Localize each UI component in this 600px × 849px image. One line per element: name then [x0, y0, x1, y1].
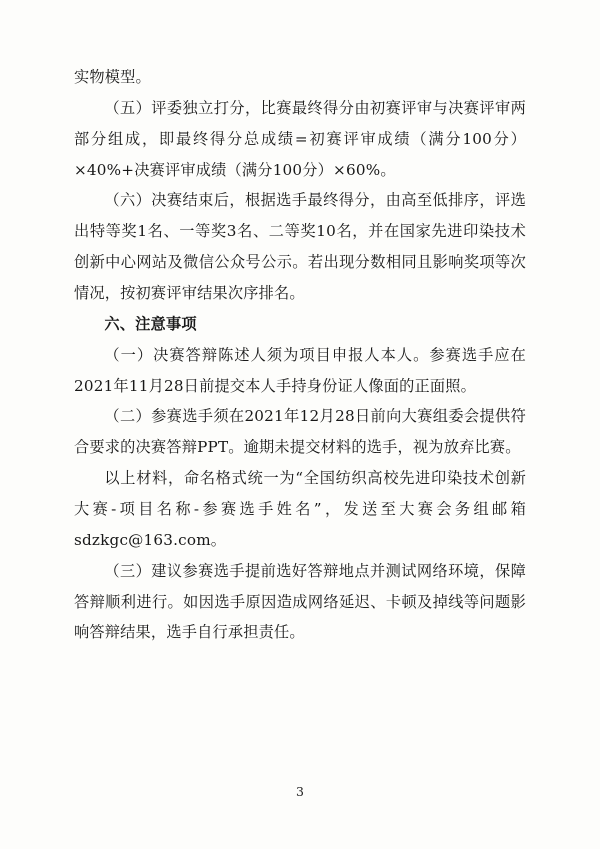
document-body: [74, 62, 526, 648]
paragraph-item-5: （五）评委独立打分，比赛最终得分由初赛评审与决赛评审两部分组成，即最终得分总成绩=初赛评审成绩（满分100分）×40%+决赛评审成绩（满分100分）×60%。: [74, 98, 526, 179]
paragraph-note-2: （二）参赛选手须在2021年12月28日前向大赛组委会提供符合要求的决赛答辩PPT。逾期未提交材料的选手，视为放弃比赛。: [74, 407, 526, 457]
paragraph-note-2-continued: 以上材料，命名格式统一为“全国纺织高校先进印染技术创新大赛-项目名称-参赛选手姓名”，发送至大赛会务组邮箱sdzkgc@163.com。: [74, 469, 526, 549]
page-number: 3: [296, 784, 304, 799]
paragraph-continuation: 实物模型。: [74, 68, 151, 86]
paragraph-note-3: （三）建议参赛选手提前选好答辩地点并测试网络环境，保障答辩顺利进行。如因选手原因造成网络延迟、卡顿及掉线等问题影响答辩结果，选手自行承担责任。: [74, 561, 526, 642]
section-heading-notes: 六、注意事项: [104, 314, 197, 333]
paragraph-item-6: （六）决赛结束后，根据选手最终得分，由高至低排序，评选出特等奖1名、一等奖3名、二等奖10名，并在国家先进印染技术创新中心网站及微信公众号公示。若出现分数相同且影响奖项等次情况，按初赛评审结果次序排名。: [74, 191, 526, 303]
paragraph-note-1: （一）决赛答辩陈述人须为项目申报人本人。参赛选手应在2021年11月28日前提交本人手持身份证人像面的正面照。: [74, 345, 526, 395]
